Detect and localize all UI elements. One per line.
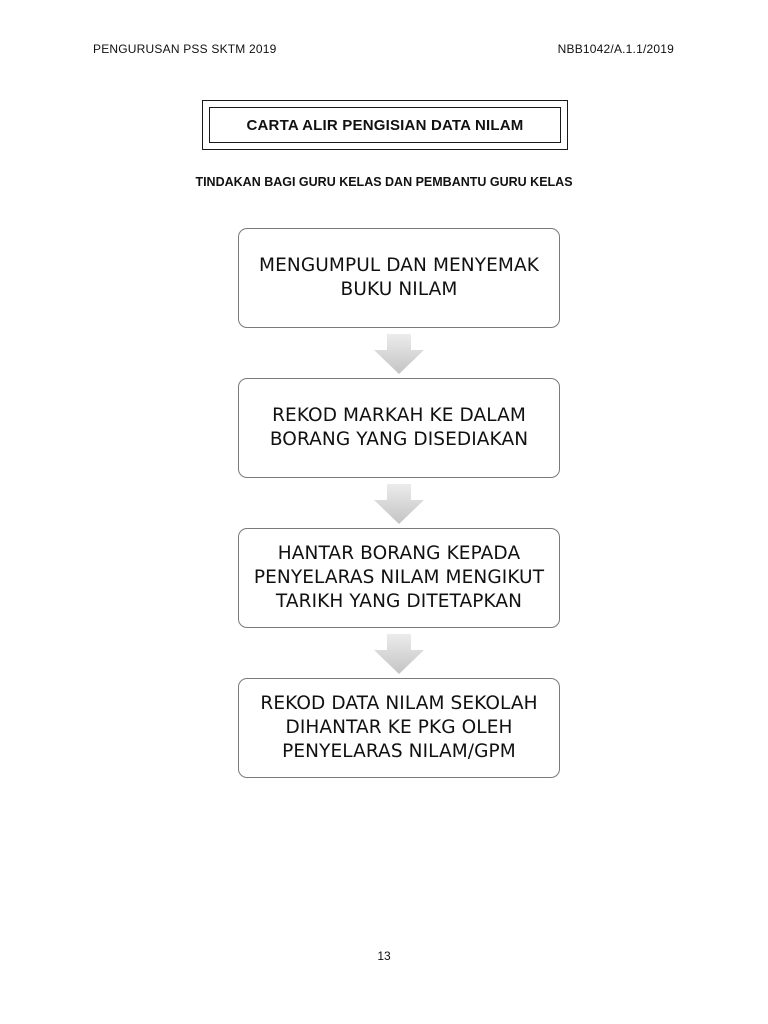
page-number: 13 bbox=[377, 949, 391, 963]
flow-step-1 bbox=[238, 228, 560, 328]
title-frame bbox=[202, 100, 568, 150]
flow-step-3-line-1: HANTAR BORANG KEPADA bbox=[277, 543, 521, 564]
flow-step-3-line-3: TARIKH YANG DITETAPKAN bbox=[275, 591, 523, 612]
flow-step-1-text bbox=[259, 254, 539, 302]
subtitle: TINDAKAN BAGI GURU KELAS DAN PEMBANTU GURU KELAS bbox=[195, 175, 573, 189]
page-title: CARTA ALIR PENGISIAN DATA NILAM bbox=[246, 116, 524, 134]
flow-step-2-line-2: BORANG YANG DISEDIAKAN bbox=[269, 429, 529, 450]
flow-step-3-line-2: PENYELARAS NILAM MENGIKUT bbox=[253, 567, 545, 588]
flow-step-1-line-2: BUKU NILAM bbox=[340, 279, 458, 300]
header-document-code: NBB1042/A.1.1/2019 bbox=[557, 42, 674, 56]
flow-arrow-down-icon bbox=[374, 634, 424, 674]
flow-step-1-line-1: MENGUMPUL DAN MENYEMAK bbox=[259, 255, 539, 276]
title-inner-frame bbox=[209, 107, 561, 143]
flow-step-4-text bbox=[260, 692, 537, 764]
flow-step-4 bbox=[238, 678, 560, 778]
header-left-text: PENGURUSAN PSS SKTM 2019 bbox=[93, 42, 277, 56]
flow-step-4-line-2: DIHANTAR KE PKG OLEH bbox=[285, 717, 513, 738]
flow-arrow-down-icon bbox=[374, 334, 424, 374]
flow-step-3 bbox=[238, 528, 560, 628]
flow-step-2-text bbox=[270, 404, 528, 452]
flow-step-4-line-3: PENYELARAS NILAM/GPM bbox=[282, 741, 516, 762]
flow-step-2 bbox=[238, 378, 560, 478]
flow-step-4-line-1: REKOD DATA NILAM SEKOLAH bbox=[260, 693, 538, 714]
flow-step-2-line-1: REKOD MARKAH KE DALAM bbox=[272, 405, 526, 426]
flow-arrow-down-icon bbox=[374, 484, 424, 524]
flow-step-3-text bbox=[254, 542, 544, 614]
